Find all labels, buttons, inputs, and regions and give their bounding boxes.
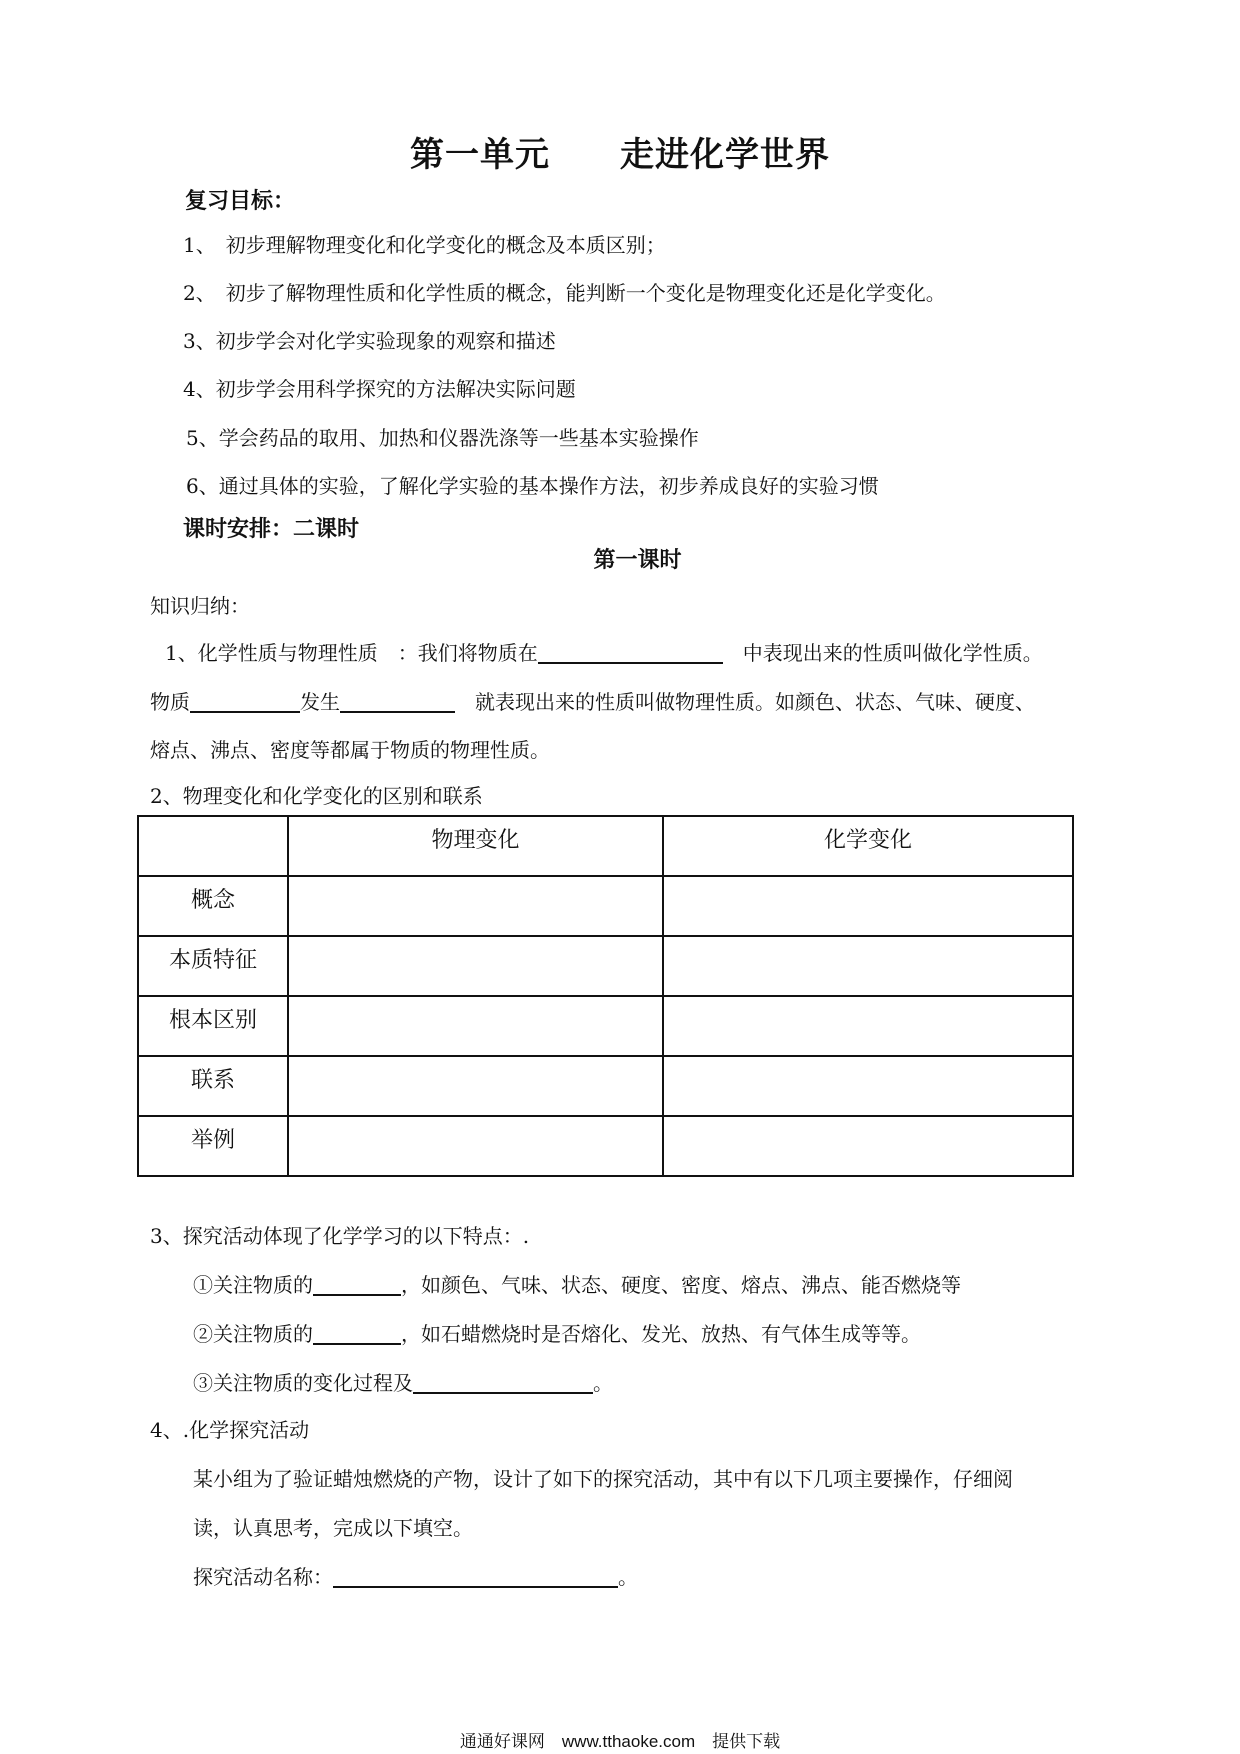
answer-cell[interactable] <box>663 936 1073 996</box>
item4-paragraph-line: 某小组为了验证蜡烛燃烧的产物，设计了如下的探究活动，其中有以下几项主要操作，仔细阅 <box>193 1467 1013 1491</box>
table-header-cell: 物理变化 <box>288 816 663 876</box>
item2-heading: 2、物理变化和化学变化的区别和联系 <box>150 784 483 808</box>
fill-blank[interactable] <box>340 689 455 713</box>
schedule-heading: 课时安排：二课时 <box>183 516 360 542</box>
activity-name-line: 探究活动名称： 。 <box>193 1565 638 1589</box>
fill-blank[interactable] <box>313 1272 401 1296</box>
fill-blank[interactable] <box>538 640 723 664</box>
item1-line3: 熔点、沸点、密度等都属于物质的物理性质。 <box>150 738 550 762</box>
row-label: 联系 <box>138 1056 288 1116</box>
fill-blank[interactable] <box>190 689 300 713</box>
goal-item: 4、初步学会用科学探究的方法解决实际问题 <box>183 377 576 401</box>
activity-name-blank[interactable] <box>333 1564 618 1588</box>
table-row <box>138 876 1073 936</box>
item3-line2: ②关注物质的 ，如石蜡燃烧时是否熔化、发光、放热、有气体生成等等。 <box>193 1322 921 1346</box>
answer-cell[interactable] <box>288 936 663 996</box>
fill-blank[interactable] <box>313 1321 401 1345</box>
row-label: 举例 <box>138 1116 288 1176</box>
table-row <box>138 996 1073 1056</box>
table-header-cell: 化学变化 <box>663 816 1073 876</box>
answer-cell[interactable] <box>288 996 663 1056</box>
table-row <box>138 1056 1073 1116</box>
row-label: 本质特征 <box>138 936 288 996</box>
goal-item: 5、学会药品的取用、加热和仪器洗涤等一些基本实验操作 <box>186 426 699 450</box>
item1-line2: 物质 发生 就表现出来的性质叫做物理性质。如颜色、状态、气味、硬度、 <box>150 690 1035 714</box>
row-label: 根本区别 <box>138 996 288 1056</box>
answer-cell[interactable] <box>663 1056 1073 1116</box>
table-header-row <box>138 816 1073 876</box>
lesson-title: 第一课时 <box>593 547 682 573</box>
answer-cell[interactable] <box>663 996 1073 1056</box>
item1-line1: 1、化学性质与物理性质 ：我们将物质在 中表现出来的性质叫做化学性质。 <box>165 641 1043 665</box>
fill-blank[interactable] <box>413 1370 593 1394</box>
item3-line3: ③关注物质的变化过程及 。 <box>193 1371 613 1395</box>
goals-heading: 复习目标： <box>185 188 296 214</box>
item4-heading: 4、.化学探究活动 <box>150 1418 310 1442</box>
answer-cell[interactable] <box>288 1056 663 1116</box>
page-title: 第一单元 走进化学世界 <box>410 135 830 175</box>
goal-item: 6、通过具体的实验，了解化学实验的基本操作方法，初步养成良好的实验习惯 <box>186 474 879 498</box>
item3-line1: ①关注物质的 ，如颜色、气味、状态、硬度、密度、熔点、沸点、能否燃烧等 <box>193 1273 961 1297</box>
answer-cell[interactable] <box>288 876 663 936</box>
page-footer: 通通好课网 www.tthaoke.com 提供下载 <box>459 1732 781 1751</box>
goal-item: 2、 初步了解物理性质和化学性质的概念，能判断一个变化是物理变化还是化学变化。 <box>183 281 946 305</box>
goal-item: 1、 初步理解物理变化和化学变化的概念及本质区别； <box>183 233 666 257</box>
table-header-cell <box>138 816 288 876</box>
item3-heading: 3、探究活动体现了化学学习的以下特点：. <box>150 1224 530 1248</box>
comparison-table <box>137 815 1074 1177</box>
answer-cell[interactable] <box>288 1116 663 1176</box>
row-label: 概念 <box>138 876 288 936</box>
knowledge-heading: 知识归纳： <box>150 594 250 618</box>
goal-item: 3、初步学会对化学实验现象的观察和描述 <box>183 329 556 353</box>
answer-cell[interactable] <box>663 876 1073 936</box>
table-row <box>138 1116 1073 1176</box>
table-row <box>138 936 1073 996</box>
answer-cell[interactable] <box>663 1116 1073 1176</box>
item4-paragraph-line: 读，认真思考，完成以下填空。 <box>193 1516 473 1540</box>
